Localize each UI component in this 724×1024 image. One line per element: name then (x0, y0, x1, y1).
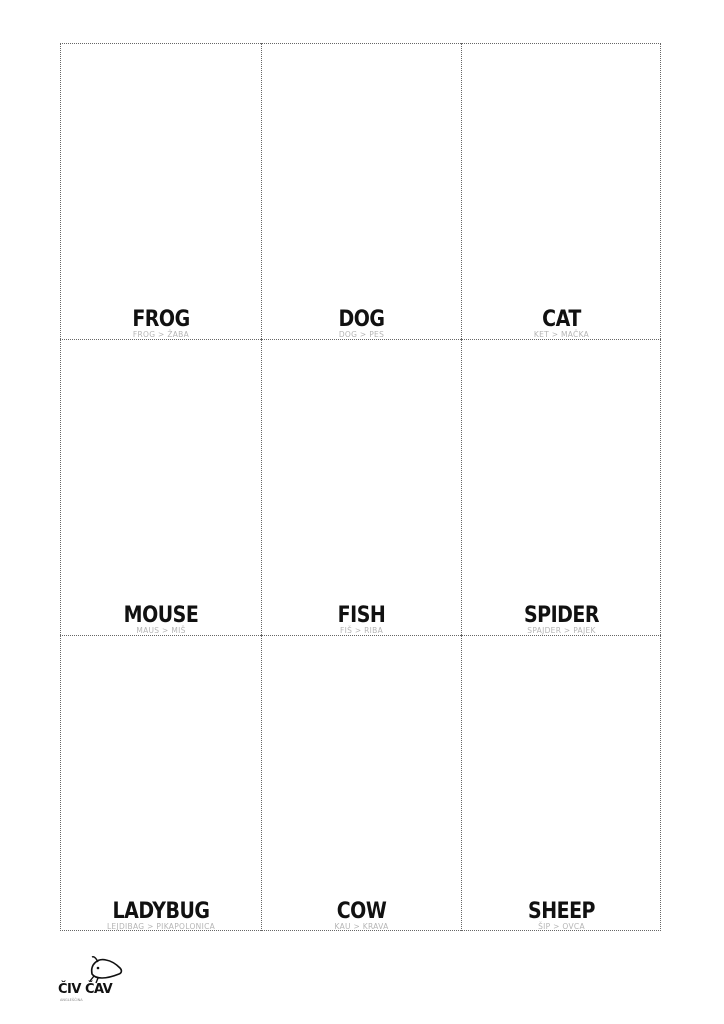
card-translation: SPAJDER > PAJEK (527, 626, 596, 635)
card-translation: KET > MAČKA (533, 330, 590, 339)
card-word: SHEEP (528, 898, 595, 924)
card-translation: FROG > ŽABA (132, 330, 190, 339)
card-cat (461, 43, 661, 339)
logo-text: ČIV ČAV (58, 982, 113, 997)
card-frog (60, 43, 261, 339)
card-word: CAT (542, 306, 581, 332)
card-fish (261, 339, 461, 635)
card-translation: LEJDIBAG > PIKAPOLONICA (106, 922, 216, 931)
card-translation: DOG > PES (338, 330, 385, 339)
card-word: MOUSE (123, 602, 199, 628)
card-spider (461, 339, 661, 635)
card-ladybug (60, 635, 261, 931)
card-translation: KAU > KRAVA (334, 922, 389, 931)
card-word: LADYBUG (112, 898, 210, 924)
card-translation: MAUS > MIŠ (136, 626, 186, 635)
card-word: SPIDER (523, 602, 600, 628)
card-dog (261, 43, 461, 339)
card-mouse (60, 339, 261, 635)
card-word: FROG (132, 306, 190, 332)
card-word: COW (336, 898, 387, 924)
card-translation: FIŠ > RIBA (339, 626, 384, 635)
card-word: DOG (338, 306, 385, 332)
card-cow (261, 635, 461, 931)
card-sheep (461, 635, 661, 931)
bird-icon (86, 952, 128, 984)
card-word: FISH (337, 602, 386, 628)
card-translation: ŠIP > OVCA (538, 922, 585, 931)
flashcard-grid (60, 43, 661, 931)
logo-subtext: ANGLEŠČINA (60, 998, 83, 1002)
brand-logo (58, 952, 128, 1008)
